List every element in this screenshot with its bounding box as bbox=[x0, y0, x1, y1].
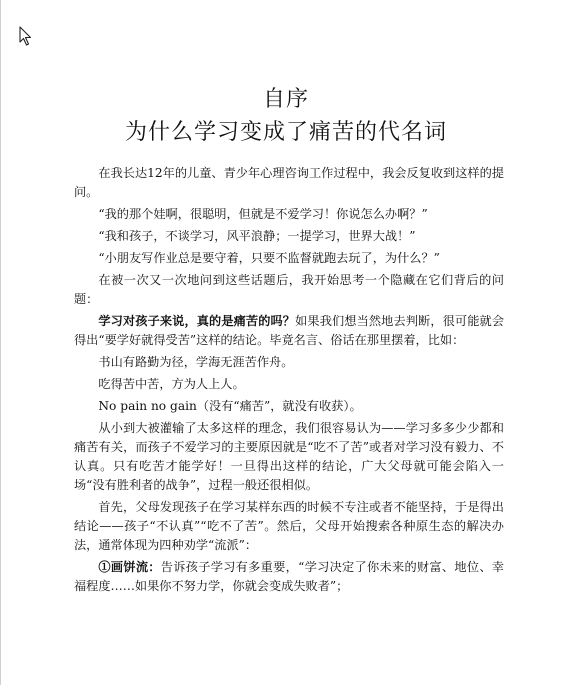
proverb-line: 吃得苦中苦，方为人上人。 bbox=[98, 377, 245, 391]
list-item-label: ①画饼流： bbox=[98, 560, 161, 574]
quote-paragraph: “小朋友写作业总是要守着，只要不监督就跑去玩了，为什么？” bbox=[98, 251, 440, 265]
mouse-cursor-icon bbox=[19, 26, 33, 46]
paragraph: 从小到大被灌输了太多这样的理念，我们很容易认为——学习多多少少都和痛苦有关，而孩子不爱学习的主要原因就是“吃不了苦”或者对学习没有毅力、不认真。只有吃苦才能学好！一旦得出这样的结论，广大父母就可能会陷入一场“没有胜利者的战争”，过程一般还很相似。 bbox=[74, 421, 504, 492]
proverb-line: No pain no gain（没有“痛苦”，就没有收获）。 bbox=[98, 399, 362, 413]
document-body bbox=[74, 164, 504, 599]
paragraph: 首先，父母发现孩子在学习某样东西的时候不专注或者不能坚持，于是得出结论——孩子“不认真”“吃不了苦”。然后，父母开始搜索各种原生态的解决办法，通常体现为四种劝学“流派”： bbox=[74, 500, 504, 552]
proverb-line: 书山有路勤为径，学海无涯苦作舟。 bbox=[98, 355, 294, 369]
paragraph: 学习对孩子来说，真的是痛苦的吗？如果我们想当然地去判断，很可能就会得出“要学好就得受苦”这样的结论。毕竟名言、俗话在那里摆着，比如： bbox=[74, 314, 505, 347]
list-item: ①画饼流：告诉孩子学习有多重要，“学习决定了你未来的财富、地位、幸福程度……如果你不努力学，你就会变成失败者”； bbox=[74, 560, 504, 593]
document-subtitle: 为什么学习变成了痛苦的代名词 bbox=[124, 120, 447, 145]
quote-paragraph: “我的那个娃啊，很聪明，但就是不爱学习！你说怎么办啊？” bbox=[98, 207, 428, 221]
quote-paragraph: “我和孩子，不谈学习，风平浪静；一提学习，世界大战！” bbox=[98, 229, 416, 243]
paragraph: 在被一次又一次地问到这些话题后，我开始思考一个隐藏在它们背后的问题： bbox=[74, 273, 504, 306]
document-title: 自序 bbox=[262, 87, 309, 112]
paragraph: 在我长达12年的儿童、青少年心理咨询工作过程中，我会反复收到这样的提问。 bbox=[74, 166, 504, 199]
bold-question: 学习对孩子来说，真的是痛苦的吗？ bbox=[98, 314, 296, 328]
